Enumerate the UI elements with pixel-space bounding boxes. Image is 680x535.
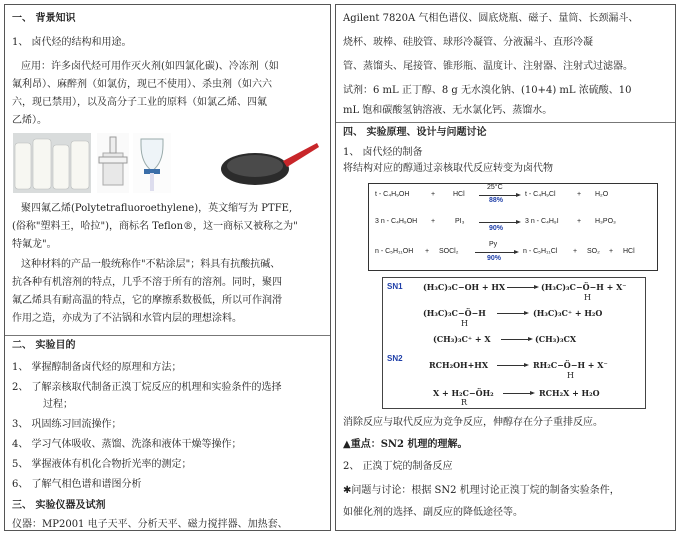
section-2-title: 二、 实验目的: [12, 340, 76, 351]
byproduct: HCl: [623, 248, 635, 255]
product: t - C₄H₉Cl: [525, 191, 556, 198]
ptfe-text-4: 这种材料的产品一般统称作"不粘涂层"；料具有抗酸抗碱、: [21, 259, 281, 270]
discussion-text-1: ✱问题与讨论：根据 SN2 机理讨论正溴丁烷的制备实验条件，: [343, 485, 620, 496]
sn2-step1-left: RCH₂OH+HX: [429, 360, 489, 370]
condition: 25°C: [487, 184, 503, 191]
byproduct: H₂O: [595, 191, 609, 198]
objective-2-cont: 过程；: [43, 399, 73, 410]
reagent-text-2: mL 饱和碳酸氢钠溶液、无水氯化钙、蒸馏水。: [343, 105, 553, 116]
application-text-1: 应用：许多卤代烃可用作灭火剂(如四氯化碳)、冷冻剂（如: [21, 61, 279, 72]
sn1-step2-right: (H₃C)₃C⁺ + H₂O: [533, 308, 603, 318]
sn1-step3-left: (CH₃)₃C⁺ + X: [433, 334, 491, 344]
reaction-arrow: [503, 393, 533, 394]
sn2-step2-right: RCH₂X + H₂O: [539, 388, 600, 398]
application-text-2: 氟利昂）、麻醉剂（如氯仿，现已不使用）、杀虫剂（如六六: [12, 79, 272, 90]
sn1-label: SN1: [387, 282, 403, 291]
reaction-arrow: [501, 339, 531, 340]
subsection-1-1: 1、 卤代烃的结构和用途。: [12, 37, 132, 48]
subsection-4-1: 1、 卤代烃的制备: [343, 147, 423, 158]
reaction-arrow: [479, 195, 519, 196]
objective-3: 3、 巩固练习回流操作；: [12, 419, 122, 430]
reaction-box: [368, 183, 658, 271]
left-column: [4, 4, 331, 531]
ptfe-stopcock-photo: [97, 133, 129, 193]
preparation-description: 将结构对应的醇通过亲核取代反应转变为卤代物: [343, 163, 553, 174]
plus-sign: +: [573, 248, 578, 255]
plus-sign: +: [425, 248, 430, 255]
section-1-title: 一、 背景知识: [12, 13, 76, 24]
reactant: t - C₄H₉OH: [375, 191, 410, 198]
alkyl-group-label: R: [461, 398, 468, 407]
objective-4: 4、 学习气体吸收、蒸馏、洗涤和液体干燥等操作；: [12, 439, 242, 450]
proton-label: H: [567, 371, 574, 380]
proton-label: H: [461, 319, 468, 328]
separatory-funnel-photo: [133, 133, 171, 193]
product: n - C₅H₁₁Cl: [523, 248, 558, 255]
sn1-step2-left: (H₃C)₃C−Ö−H: [423, 308, 486, 318]
ptfe-text-5: 抗各种有机溶剂的特点，几乎不溶于所有的溶剂。同时，聚四: [12, 277, 282, 288]
reagent-text-1: 试剂：6 mL 正丁醇、8 g 无水溴化钠、(10+4) mL 浓硫酸、10: [343, 85, 632, 96]
reaction-arrow: [497, 313, 527, 314]
non-stick-pan-photo: [217, 133, 321, 193]
mechanism-box: [382, 277, 646, 409]
reaction-arrow: [497, 365, 527, 366]
discussion-text-2: 如催化剂的选择、副反应的降低途径等。: [343, 507, 523, 518]
instrument-text-3: 管、蒸馏头、尾接管、锥形瓶、温度计、注射器、注射式过滤器。: [343, 61, 633, 72]
reaction-arrow: [479, 222, 519, 223]
reagent: SOCl₂: [439, 248, 459, 255]
reagent: HCl: [453, 191, 465, 198]
instrument-text-2: 烧杯、玻棒、硅胶管、球形冷凝管、分液漏斗、直形冷凝: [343, 37, 593, 48]
objective-5: 5、 掌握液体有机化合物折光率的测定；: [12, 459, 192, 470]
reactant: 3 n - C₄H₉OH: [375, 218, 418, 225]
application-text-3: 六，现已禁用），以及高分子工业的原料（如氯乙烯、四氟: [12, 97, 267, 108]
yield: 88%: [489, 197, 504, 204]
plus-sign: +: [577, 218, 582, 225]
objective-6: 6、 了解气相色谱和谱图分析: [12, 479, 142, 490]
sn1-step1-left: (H₃C)₃C−OH + HX: [423, 282, 506, 292]
byproduct: H₃PO₃: [595, 218, 616, 225]
right-column: [335, 4, 676, 531]
sn2-label: SN2: [387, 354, 403, 363]
objective-2: 2、 了解亲核取代制备正溴丁烷反应的机理和实验条件的选择: [12, 382, 282, 393]
subsection-4-2: 2、 正溴丁烷的制备反应: [343, 461, 453, 472]
ptfe-text-7: 作用之造，亦成为了不沾锅和水管内层的理想涂料。: [12, 313, 242, 324]
sn2-step1-right: RH₂C−Ö−H + X⁻: [533, 360, 608, 370]
instrument-text-1: Agilent 7820A 气相色谱仪、圆底烧瓶、磁子、量筒、长颈漏斗、: [343, 13, 639, 24]
instrument-text: 仪器：MP2001 电子天平、分析天平、磁力搅拌器、加热套、: [12, 519, 288, 530]
ptfe-text-6: 氟乙烯具有耐高温的特点，它的摩擦系数极低，所以可作润滑: [12, 295, 282, 306]
yield: 90%: [489, 225, 504, 232]
divider: [5, 335, 330, 336]
section-4-title: 四、 实验原理、设计与问题讨论: [343, 127, 487, 138]
plus-sign: +: [577, 191, 582, 198]
proton-label: H: [584, 293, 591, 302]
plus-sign: +: [431, 218, 436, 225]
objective-1: 1、 掌握醇制备卤代烃的原理和方法；: [12, 362, 182, 373]
sn1-step1-right: (H₃C)₃C−Ö−H + X⁻: [541, 282, 627, 292]
application-text-4: 乙烯）。: [12, 115, 47, 126]
plus-sign: +: [609, 248, 614, 255]
ptfe-text-1: 聚四氟乙烯(Polytetrafluoroethylene)，英文缩写为 PTFE,: [21, 203, 293, 214]
reaction-arrow: [507, 287, 537, 288]
competition-note: 消除反应与取代反应为竞争反应，伸醇存在分子重排反应。: [343, 417, 603, 428]
key-point: ▲重点：SN2 机理的理解。: [343, 439, 468, 450]
section-3-title: 三、 实验仪器及试剂: [12, 500, 106, 511]
ptfe-text-3: 特氟龙"。: [12, 239, 57, 250]
byproduct: SO₂: [587, 248, 600, 255]
ptfe-rods-photo: [13, 133, 91, 193]
reactant: n - C₅H₁₁OH: [375, 248, 414, 255]
ptfe-text-2: (俗称"塑料王，哈拉")，商标名 Teflon®，这一商标又被称之为": [12, 221, 298, 232]
sn1-step3-right: (CH₃)₃CX: [535, 334, 577, 344]
sn2-step2-left: X + H₂C−ÖH₂: [433, 388, 494, 398]
plus-sign: +: [431, 191, 436, 198]
condition: Py: [489, 241, 498, 248]
yield: 90%: [487, 255, 502, 262]
product: 3 n - C₄H₉I: [525, 218, 559, 225]
reagent: PI₃: [455, 218, 465, 225]
divider: [336, 122, 675, 123]
reaction-arrow: [475, 252, 517, 253]
